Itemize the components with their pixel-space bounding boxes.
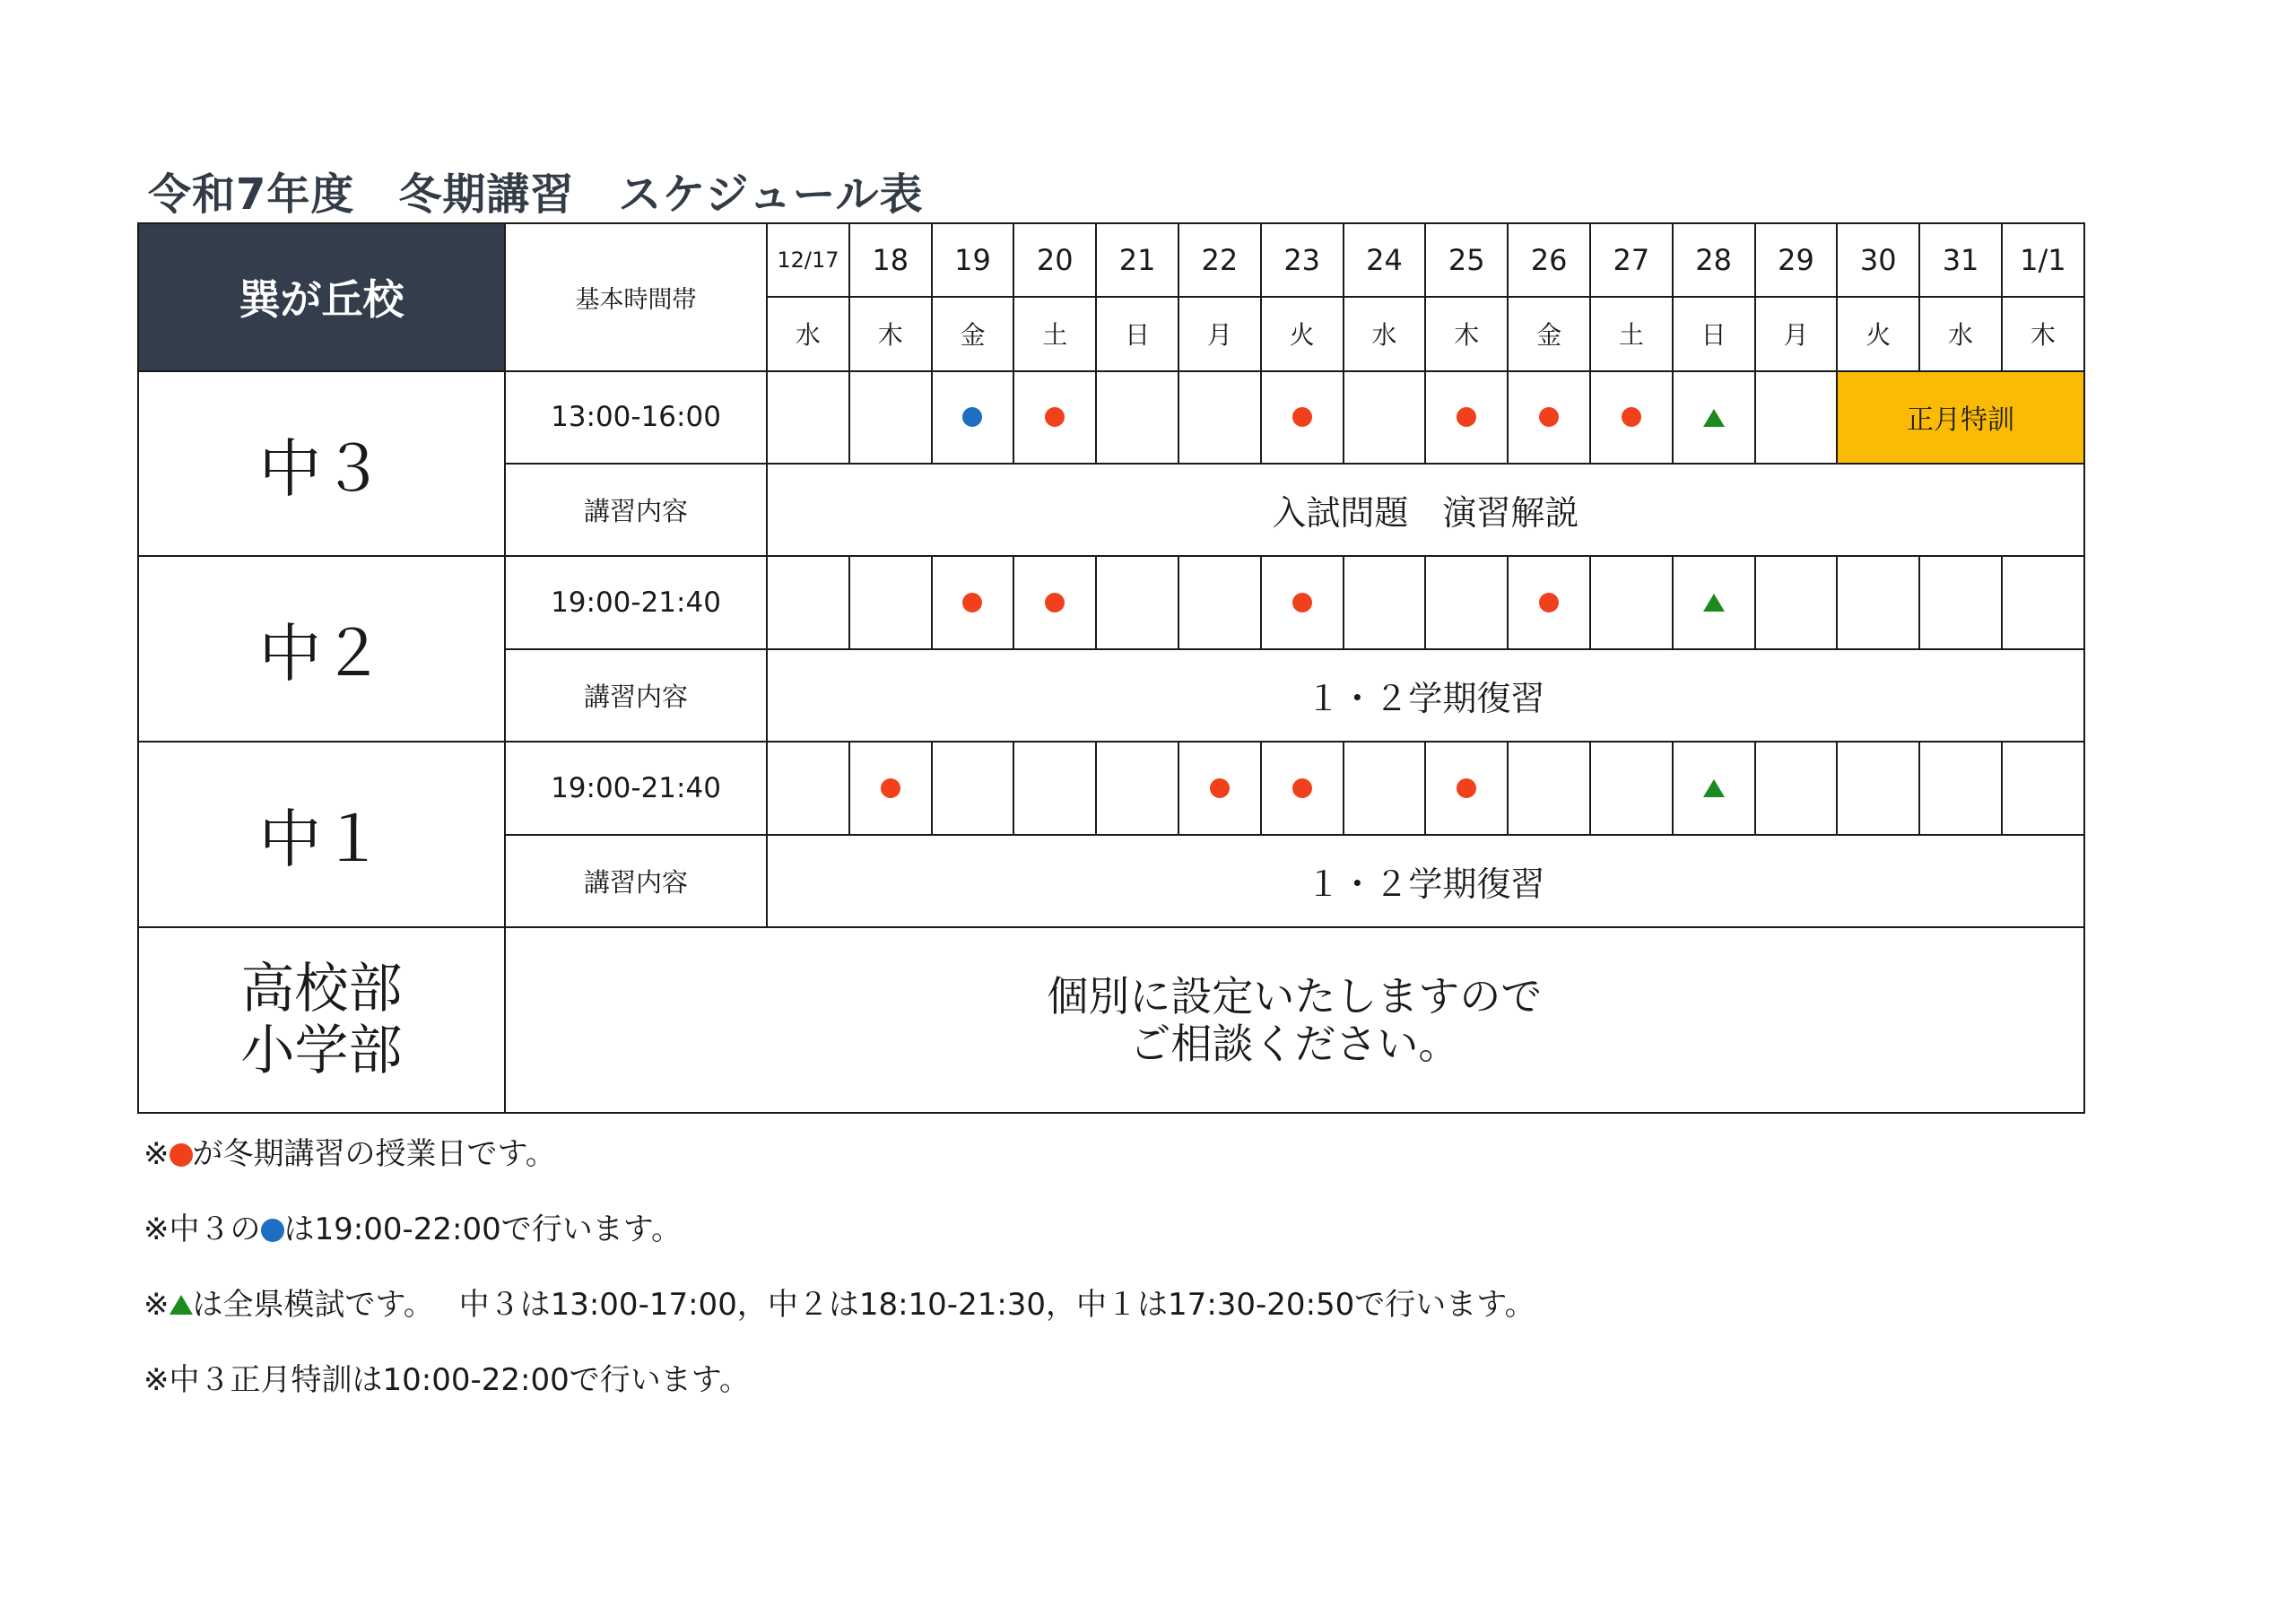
date-cell: 30 bbox=[1837, 223, 1919, 297]
note-line: 個別に設定いたしますので bbox=[1047, 971, 1543, 1020]
note-prefix: ※中３の bbox=[144, 1211, 261, 1247]
note-mock-exam bbox=[144, 1282, 1535, 1358]
date-cell: 23 bbox=[1261, 223, 1344, 297]
weekday-cell: 木 bbox=[849, 297, 932, 370]
day-cell bbox=[1837, 556, 1919, 648]
green-triangle-icon bbox=[170, 1295, 193, 1315]
content-text: １・２学期復習 bbox=[767, 649, 2084, 742]
weekday-cell: 月 bbox=[1755, 297, 1838, 370]
day-cell bbox=[1344, 742, 1426, 834]
note-text: は全県模試です。 中３は13:00-17:00，中２は18:10-21:30，中１は17:30-20:50で行います。 bbox=[192, 1287, 1535, 1323]
day-cell bbox=[1013, 371, 1096, 464]
note-text: が冬期講習の授業日です。 bbox=[192, 1136, 556, 1172]
day-cell bbox=[1013, 742, 1096, 834]
red-dot-icon bbox=[1292, 778, 1312, 798]
day-cell bbox=[1755, 742, 1838, 834]
high-school-label: 高校部 bbox=[240, 957, 403, 1020]
other-divisions-note bbox=[505, 927, 2084, 1113]
weekday-cell: 木 bbox=[1425, 297, 1508, 370]
time-slot: 19:00-21:40 bbox=[505, 742, 767, 834]
grade-schedule-row bbox=[138, 556, 2084, 648]
day-cell bbox=[1508, 371, 1590, 464]
day-cell bbox=[1590, 742, 1673, 834]
day-cell bbox=[1673, 371, 1755, 464]
day-cell bbox=[1919, 556, 2002, 648]
red-dot-icon bbox=[1622, 407, 1641, 427]
green-triangle-icon bbox=[1703, 409, 1725, 427]
content-label: 講習内容 bbox=[505, 464, 767, 556]
special-session-cell: 正月特訓 bbox=[1837, 371, 2083, 464]
day-cell bbox=[1178, 556, 1261, 648]
blue-dot-icon bbox=[962, 407, 982, 427]
red-dot-icon bbox=[1292, 593, 1312, 612]
weekday-cell: 土 bbox=[1590, 297, 1673, 370]
day-cell bbox=[1261, 371, 1344, 464]
date-cell: 1/1 bbox=[2002, 223, 2084, 297]
weekday-cell: 金 bbox=[1508, 297, 1590, 370]
day-cell bbox=[1096, 556, 1178, 648]
note-prefix: ※ bbox=[144, 1287, 170, 1323]
weekday-cell: 火 bbox=[1837, 297, 1919, 370]
date-cell: 26 bbox=[1508, 223, 1590, 297]
other-divisions-row bbox=[138, 927, 2084, 1113]
day-cell bbox=[1755, 371, 1838, 464]
day-cell bbox=[1590, 556, 1673, 648]
weekday-cell: 水 bbox=[767, 297, 849, 370]
day-cell bbox=[1673, 556, 1755, 648]
weekday-cell: 日 bbox=[1673, 297, 1755, 370]
day-cell bbox=[932, 371, 1014, 464]
date-cell: 21 bbox=[1096, 223, 1178, 297]
day-cell bbox=[1178, 742, 1261, 834]
note-line: ご相談ください。 bbox=[1129, 1019, 1460, 1068]
note-class-days bbox=[144, 1132, 1535, 1207]
date-cell: 31 bbox=[1919, 223, 2002, 297]
day-cell bbox=[2002, 742, 2084, 834]
weekday-cell: 月 bbox=[1178, 297, 1261, 370]
day-cell bbox=[1013, 556, 1096, 648]
red-dot-icon bbox=[1539, 407, 1559, 427]
day-cell bbox=[849, 371, 932, 464]
green-triangle-icon bbox=[1703, 594, 1725, 612]
day-cell bbox=[1755, 556, 1838, 648]
red-dot-icon bbox=[1045, 593, 1065, 612]
notes bbox=[144, 1132, 1535, 1433]
red-dot-icon bbox=[1457, 407, 1476, 427]
day-cell bbox=[932, 556, 1014, 648]
content-text: 入試問題 演習解説 bbox=[767, 464, 2084, 556]
weekday-cell: 水 bbox=[1919, 297, 2002, 370]
day-cell bbox=[767, 556, 849, 648]
day-cell bbox=[932, 742, 1014, 834]
day-cell bbox=[2002, 556, 2084, 648]
weekday-cell: 日 bbox=[1096, 297, 1178, 370]
content-text: １・２学期復習 bbox=[767, 835, 2084, 927]
weekday-cell: 水 bbox=[1344, 297, 1426, 370]
note-blue-time bbox=[144, 1207, 1535, 1282]
day-cell bbox=[849, 742, 932, 834]
date-cell: 27 bbox=[1590, 223, 1673, 297]
date-cell: 22 bbox=[1178, 223, 1261, 297]
date-cell: 24 bbox=[1344, 223, 1426, 297]
weekday-cell: 火 bbox=[1261, 297, 1344, 370]
blue-dot-icon bbox=[261, 1219, 284, 1242]
red-dot-icon bbox=[1292, 407, 1312, 427]
time-slot: 19:00-21:40 bbox=[505, 556, 767, 648]
date-cell: 29 bbox=[1755, 223, 1838, 297]
red-dot-icon bbox=[1457, 778, 1476, 798]
day-cell bbox=[1425, 556, 1508, 648]
day-cell bbox=[1096, 742, 1178, 834]
day-cell bbox=[1178, 371, 1261, 464]
note-new-year: ※中３正月特訓は10:00-22:00で行います。 bbox=[144, 1362, 751, 1398]
day-cell bbox=[1344, 556, 1426, 648]
red-dot-icon bbox=[881, 778, 900, 798]
day-cell bbox=[767, 371, 849, 464]
schedule-table bbox=[137, 222, 2085, 1114]
elementary-label: 小学部 bbox=[240, 1019, 403, 1082]
content-label: 講習内容 bbox=[505, 835, 767, 927]
day-cell bbox=[849, 556, 932, 648]
time-slot: 13:00-16:00 bbox=[505, 371, 767, 464]
day-cell bbox=[1425, 371, 1508, 464]
other-divisions-label bbox=[138, 927, 505, 1113]
campus-name: 巽が丘校 bbox=[138, 223, 505, 371]
time-header: 基本時間帯 bbox=[505, 223, 767, 371]
day-cell bbox=[1673, 742, 1755, 834]
red-dot-icon bbox=[962, 593, 982, 612]
red-dot-icon bbox=[170, 1143, 193, 1167]
day-cell bbox=[1508, 742, 1590, 834]
grade-label: 中２ bbox=[138, 556, 505, 742]
date-cell: 12/17 bbox=[767, 223, 849, 297]
grade-label: 中３ bbox=[138, 371, 505, 557]
grade-schedule-row bbox=[138, 371, 2084, 464]
date-cell: 28 bbox=[1673, 223, 1755, 297]
day-cell bbox=[1508, 556, 1590, 648]
grade-schedule-row bbox=[138, 742, 2084, 834]
day-cell bbox=[1344, 371, 1426, 464]
red-dot-icon bbox=[1210, 778, 1230, 798]
note-prefix: ※ bbox=[144, 1136, 170, 1172]
green-triangle-icon bbox=[1703, 779, 1725, 797]
day-cell bbox=[1261, 742, 1344, 834]
date-cell: 25 bbox=[1425, 223, 1508, 297]
day-cell bbox=[767, 742, 849, 834]
weekday-cell: 木 bbox=[2002, 297, 2084, 370]
day-cell bbox=[1590, 371, 1673, 464]
date-cell: 19 bbox=[932, 223, 1014, 297]
red-dot-icon bbox=[1539, 593, 1559, 612]
note-text: は19:00-22:00で行います。 bbox=[283, 1211, 683, 1247]
red-dot-icon bbox=[1045, 407, 1065, 427]
date-cell: 18 bbox=[849, 223, 932, 297]
day-cell bbox=[1425, 742, 1508, 834]
day-cell bbox=[1096, 371, 1178, 464]
day-cell bbox=[1261, 556, 1344, 648]
day-cell bbox=[1837, 742, 1919, 834]
weekday-cell: 金 bbox=[932, 297, 1014, 370]
day-cell bbox=[1919, 742, 2002, 834]
page-title: 令和7年度 冬期講習 スケジュール表 bbox=[148, 169, 924, 220]
weekday-cell: 土 bbox=[1013, 297, 1096, 370]
grade-label: 中１ bbox=[138, 742, 505, 927]
date-cell: 20 bbox=[1013, 223, 1096, 297]
content-label: 講習内容 bbox=[505, 649, 767, 742]
